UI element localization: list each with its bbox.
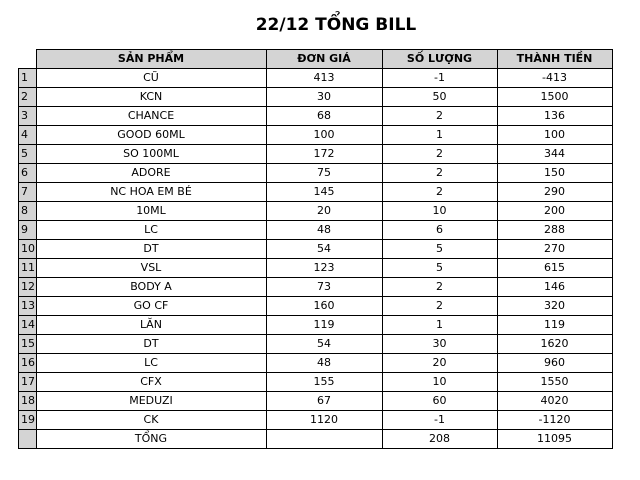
amount-cell: 270 xyxy=(497,240,612,259)
product-cell: GO CF xyxy=(36,297,266,316)
table-row xyxy=(19,202,613,221)
price-cell: 100 xyxy=(266,126,382,145)
product-cell: CK xyxy=(36,411,266,430)
price-cell: 68 xyxy=(266,107,382,126)
header-amount: THÀNH TIỀN xyxy=(497,50,612,69)
amount-cell: 290 xyxy=(497,183,612,202)
price-cell: 119 xyxy=(266,316,382,335)
price-cell: 172 xyxy=(266,145,382,164)
row-index: 16 xyxy=(19,354,37,373)
row-index: 4 xyxy=(19,126,37,145)
quantity-cell: 2 xyxy=(382,297,497,316)
amount-cell: 100 xyxy=(497,126,612,145)
quantity-cell: 10 xyxy=(382,202,497,221)
table-row xyxy=(19,164,613,183)
price-cell: 155 xyxy=(266,373,382,392)
product-cell: MEDUZI xyxy=(36,392,266,411)
price-cell: 48 xyxy=(266,221,382,240)
amount-cell: -413 xyxy=(497,69,612,88)
amount-cell: 1550 xyxy=(497,373,612,392)
table-row xyxy=(19,183,613,202)
row-index: 13 xyxy=(19,297,37,316)
price-cell: 20 xyxy=(266,202,382,221)
bill-table xyxy=(18,49,613,449)
table-row xyxy=(19,354,613,373)
price-cell: 48 xyxy=(266,354,382,373)
product-cell: NC HOA EM BÉ xyxy=(36,183,266,202)
table-row xyxy=(19,126,613,145)
price-cell: 413 xyxy=(266,69,382,88)
product-cell: GOOD 60ML xyxy=(36,126,266,145)
table-row xyxy=(19,88,613,107)
amount-cell: 615 xyxy=(497,259,612,278)
product-cell: CHANCE xyxy=(36,107,266,126)
amount-cell: 200 xyxy=(497,202,612,221)
product-cell: ADORE xyxy=(36,164,266,183)
product-cell: LC xyxy=(36,221,266,240)
price-cell: 73 xyxy=(266,278,382,297)
price-cell: 54 xyxy=(266,335,382,354)
quantity-cell: -1 xyxy=(382,411,497,430)
quantity-cell: 20 xyxy=(382,354,497,373)
quantity-cell: 1 xyxy=(382,126,497,145)
table-body xyxy=(19,69,613,449)
quantity-cell: 5 xyxy=(382,259,497,278)
table-row xyxy=(19,221,613,240)
row-index xyxy=(19,430,37,449)
price-cell: 75 xyxy=(266,164,382,183)
amount-cell: 344 xyxy=(497,145,612,164)
product-cell: 10ML xyxy=(36,202,266,221)
table-row xyxy=(19,259,613,278)
price-cell: 160 xyxy=(266,297,382,316)
row-index: 7 xyxy=(19,183,37,202)
table-row xyxy=(19,107,613,126)
row-index: 9 xyxy=(19,221,37,240)
row-index: 17 xyxy=(19,373,37,392)
total-amount: 11095 xyxy=(497,430,612,449)
amount-cell: 1500 xyxy=(497,88,612,107)
quantity-cell: 60 xyxy=(382,392,497,411)
amount-cell: 136 xyxy=(497,107,612,126)
table-row xyxy=(19,278,613,297)
price-cell: 145 xyxy=(266,183,382,202)
row-index: 11 xyxy=(19,259,37,278)
row-index: 1 xyxy=(19,69,37,88)
row-index: 14 xyxy=(19,316,37,335)
row-index: 10 xyxy=(19,240,37,259)
product-cell: CFX xyxy=(36,373,266,392)
quantity-cell: 6 xyxy=(382,221,497,240)
product-cell: CŨ xyxy=(36,69,266,88)
amount-cell: 150 xyxy=(497,164,612,183)
quantity-cell: 2 xyxy=(382,107,497,126)
page-title: 22/12 TỔNG BILL xyxy=(255,15,417,35)
amount-cell: 1620 xyxy=(497,335,612,354)
product-cell: DT xyxy=(36,240,266,259)
amount-cell: 4020 xyxy=(497,392,612,411)
quantity-cell: 50 xyxy=(382,88,497,107)
row-index: 8 xyxy=(19,202,37,221)
amount-cell: 288 xyxy=(497,221,612,240)
product-cell: KCN xyxy=(36,88,266,107)
quantity-cell: 2 xyxy=(382,164,497,183)
header-product: SẢN PHẨM xyxy=(36,50,266,69)
quantity-cell: 2 xyxy=(382,278,497,297)
header-quantity: SỐ LƯỢNG xyxy=(382,50,497,69)
price-cell: 67 xyxy=(266,392,382,411)
row-index: 12 xyxy=(19,278,37,297)
amount-cell: -1120 xyxy=(497,411,612,430)
quantity-cell: 2 xyxy=(382,183,497,202)
price-cell: 30 xyxy=(266,88,382,107)
table-row xyxy=(19,411,613,430)
product-cell: BODY A xyxy=(36,278,266,297)
table-row xyxy=(19,240,613,259)
quantity-cell: 30 xyxy=(382,335,497,354)
row-index: 5 xyxy=(19,145,37,164)
quantity-cell: 5 xyxy=(382,240,497,259)
corner-cell xyxy=(19,50,37,69)
price-cell: 123 xyxy=(266,259,382,278)
product-cell: LĂN xyxy=(36,316,266,335)
quantity-cell: 10 xyxy=(382,373,497,392)
row-index: 3 xyxy=(19,107,37,126)
quantity-cell: -1 xyxy=(382,69,497,88)
table-row xyxy=(19,392,613,411)
product-cell: LC xyxy=(36,354,266,373)
row-index: 19 xyxy=(19,411,37,430)
total-label: TỔNG xyxy=(36,430,266,449)
header-row xyxy=(19,50,613,69)
header-price: ĐƠN GIÁ xyxy=(266,50,382,69)
amount-cell: 119 xyxy=(497,316,612,335)
table-row xyxy=(19,373,613,392)
product-cell: VSL xyxy=(36,259,266,278)
table-row xyxy=(19,316,613,335)
price-cell: 1120 xyxy=(266,411,382,430)
price-cell: 54 xyxy=(266,240,382,259)
product-cell: SO 100ML xyxy=(36,145,266,164)
amount-cell: 146 xyxy=(497,278,612,297)
total-row xyxy=(19,430,613,449)
total-price xyxy=(266,430,382,449)
amount-cell: 960 xyxy=(497,354,612,373)
table-row xyxy=(19,297,613,316)
row-index: 18 xyxy=(19,392,37,411)
product-cell: DT xyxy=(36,335,266,354)
table-row xyxy=(19,69,613,88)
amount-cell: 320 xyxy=(497,297,612,316)
table-row xyxy=(19,145,613,164)
row-index: 15 xyxy=(19,335,37,354)
table-row xyxy=(19,335,613,354)
total-quantity: 208 xyxy=(382,430,497,449)
quantity-cell: 1 xyxy=(382,316,497,335)
quantity-cell: 2 xyxy=(382,145,497,164)
row-index: 2 xyxy=(19,88,37,107)
row-index: 6 xyxy=(19,164,37,183)
